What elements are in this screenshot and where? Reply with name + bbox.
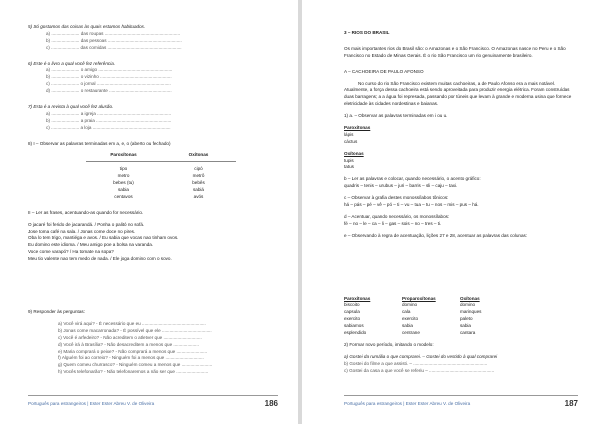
ex9-title: 9) Responder às perguntas: <box>28 309 85 315</box>
ex7-item: b) ...................... a praia ........................................................... <box>46 117 172 123</box>
qb: b – Ler as palavras e colocar, quando necessário, o acento gráfico: <box>344 176 481 182</box>
right-page <box>302 0 600 424</box>
ex7-item: a) ...................... a igreja .......................................................... <box>46 110 172 116</box>
section-title: 3 – RIOS DO BRASIL <box>344 30 390 35</box>
sentence: Voce come varapó? / Ha tomate na sopa? <box>28 249 114 255</box>
body-paragraph: No curso do rio São Francisco existem muitas cachoeiras, a de Paulo Afonso era a mais notável. Atualmente, a força dessa cachoeira está sendo aproveitada para produzir energia elétrica. Foram construídas duas barragens; a a água foi represada, passando por túneis que levam à grande e moderna usina que fornece eletricidade às cidades nordestinas e baianas. <box>344 80 572 107</box>
table-col-oxitonas <box>161 166 236 200</box>
grid-col-oxitonas <box>460 296 500 337</box>
left-page <box>0 0 298 424</box>
parox-word: cáctus <box>344 138 358 144</box>
left-content <box>28 24 278 376</box>
ex5-title: 5) Só gostamos das coisas às quais estamos habituados. <box>28 24 146 29</box>
grid-cell: sabia <box>460 323 471 329</box>
ex6-item: d) ...................... o restaurante ................................................. <box>46 88 172 94</box>
grid-col-proparoxitonas <box>402 296 442 337</box>
grid-cell: exercito <box>402 316 419 322</box>
table-cell: cipó <box>194 166 203 172</box>
ex6-item: b) ...................... o vizinho ........................................................ <box>46 74 172 80</box>
grid-col-paroxitonas <box>344 296 384 337</box>
grid-cell: domino <box>402 302 418 308</box>
ex9-item: e) Maria comprará o peixe? - Não comprará a menos que ........................ <box>58 348 208 354</box>
q2-item: a) Gostei da rumália o que comprarei. – Gostei do vestido à qual comprarei <box>344 353 498 359</box>
grid-cell: exercito <box>344 316 361 322</box>
ex9-item: d) Você irá à Brasília? - Não desacreditem a menos que .................... <box>58 341 199 347</box>
grid-cell: esplendido <box>344 330 367 336</box>
ex5-item: a) ...................... das roupas ........................................................... <box>46 30 181 36</box>
ex7-title: 7) Esta é a revista à qual você fez alusão. <box>28 104 114 110</box>
left-footer <box>28 395 278 408</box>
q1: 1) a. – Observar as palavras terminadas em i ou u. <box>344 113 448 119</box>
table-cell: sabia <box>118 187 129 193</box>
grid-cell: cantara <box>460 330 476 336</box>
q2: 2) Formar novo período, imitando o modelo: <box>344 341 434 347</box>
grid-cell: capsula <box>344 309 360 315</box>
qd: d – Acentuar, quando necessário, os monossílabos: <box>344 213 450 219</box>
grid-cell: sabiamos <box>344 323 364 329</box>
grid-cell: domino <box>460 302 476 308</box>
sentence: Eu domino este idioma. / Meu amigo poe a bolsa na varanda. <box>28 242 154 248</box>
sentence: O jacaré foi ferido de jacarandá. / Ponha o palitó no sofá. <box>28 221 145 227</box>
qc: c – Observar à grafia destes monossílabos tônicos: <box>344 195 449 201</box>
sentence: Meu tio valente nao tem medo de nada. / Ele joga domino com o sovo. <box>28 256 172 262</box>
oxit-label: Oxítonas <box>344 150 364 156</box>
grid-cell: cala <box>402 309 411 315</box>
qe: e – Observando à regra de acentuação, lições 27 e 28, acentuar as palavras das colunas: <box>344 232 528 238</box>
table-cell: centavos <box>114 193 133 199</box>
grid-head: Proparoxítonas <box>402 295 436 301</box>
grid-cell: biscoito <box>344 302 360 308</box>
parox-label: Paroxítonas <box>344 125 371 131</box>
accent-table <box>86 152 236 200</box>
sentence: Oba lo tem trigo, mantiéga e avos. / Eu sabia que vocas nao tinham ovos. <box>28 235 179 241</box>
oxit-word: tupis <box>344 157 354 163</box>
page-number: 186 <box>264 399 278 408</box>
ex9-item: f) Alguém foi ao correio? - Ninguém foi a menos que .............................. <box>58 355 204 361</box>
grid-head: Paroxítonas <box>344 295 371 301</box>
qc-words: há – pás – pé – vê – pó – ti – vu – tua – tu – nos – mis – pus – há. <box>344 202 479 208</box>
qd-words: fé – no – le – ca – li – gas – sois – no – tres – ti. <box>344 220 442 226</box>
ex6-title: 6) Este é o livro a qual você fez referência. <box>28 60 116 66</box>
table-head-paroxitonas: Paroxítonas <box>110 152 137 158</box>
ex8-ii: II – Ler as frases, acentuando-as quando for necessário. <box>28 209 144 215</box>
grid-cell: marinques <box>460 309 482 315</box>
grid-cell: paleto <box>460 316 473 322</box>
table-cell: tipo <box>119 166 128 172</box>
ex9-item: g) Quem comeu churrasco? - Ninguém comeu a menos que ........................ <box>58 362 213 368</box>
ex8-title: 8) I – Observar as palavras terminadas em a, e, o (aberto ou fechado) <box>28 140 171 146</box>
table-cell: bebes (tu) <box>113 180 134 186</box>
footer-text: Português para estrangeiros | Ester Ester Abreu V. de Oliveira <box>28 401 155 406</box>
right-footer <box>344 395 578 408</box>
table-cell: bebês <box>192 180 205 186</box>
footer-text: Português para estrangeiros | Ester Ester Abreu V. de Oliveira <box>344 401 471 406</box>
table-col-paroxitonas <box>86 166 161 200</box>
grid-head: Oxítonas <box>460 295 480 301</box>
table-cell: metrô <box>192 173 205 179</box>
ex7-item: c) ...................... a loja ............................................................. <box>46 124 171 130</box>
accent-grid <box>344 296 578 337</box>
ex9-item: h) Vocês telefonarão? - Não telefonaremos a não ser que ......................... <box>58 369 209 375</box>
q2-item: c) Gostei da casa a que você se referiu – ................................................... <box>344 367 495 373</box>
parox-word: lápis <box>344 131 354 137</box>
intro-paragraph: Os mais importantes rios do Brasil são: o Amazonas e o São Francisco. O Amazonas nasce no Peru e o São Francisco no Estado de Minas Gerais. É o rio São Francisco um rio genuinamente brasileiro. <box>344 45 566 58</box>
grid-cell: sabia <box>402 323 413 329</box>
table-head-oxitonas: Oxítonas <box>188 152 209 158</box>
table-cell: metro <box>117 173 130 179</box>
ex5-item: b) ...................... das pessoas .......................................................... <box>46 37 182 43</box>
ex6-item: a) ...................... o amigo .......................................................... <box>46 67 173 73</box>
table-cell: sabiá <box>193 187 204 193</box>
ex9-item: b) Jonas come macarronada? - É possível que ele ....................................... <box>58 327 212 333</box>
ex5-item: c) ...................... das comidas .......................................................... <box>46 44 182 50</box>
oxit-word: tatus <box>344 164 354 170</box>
q2-item: b) Gostei do filme a que assisti. – .......................................................... <box>344 360 488 366</box>
table-cell: avós <box>193 193 204 199</box>
subtitle: A – CACHOEIRA DE PAULO AFONSO <box>344 68 424 74</box>
qb-words: quadris – tenis – urubus – juri – barris – sli – caju – taxi. <box>344 183 458 189</box>
ex6-item: c) ...................... o jornal .......................................................... <box>46 81 171 87</box>
sentence: Jose toma café na sala. / Jonas come doce no pires. <box>28 228 136 234</box>
ex9-item: a) Você virá aqui? - É necessário que eu .................................................. <box>58 320 206 326</box>
ex9-item: c) Você é arfedeiro? - Não acreditem o atletver que .............................. <box>58 334 202 340</box>
right-content <box>344 30 578 375</box>
grid-cell: centrane <box>402 330 420 336</box>
page-number: 187 <box>564 399 578 408</box>
